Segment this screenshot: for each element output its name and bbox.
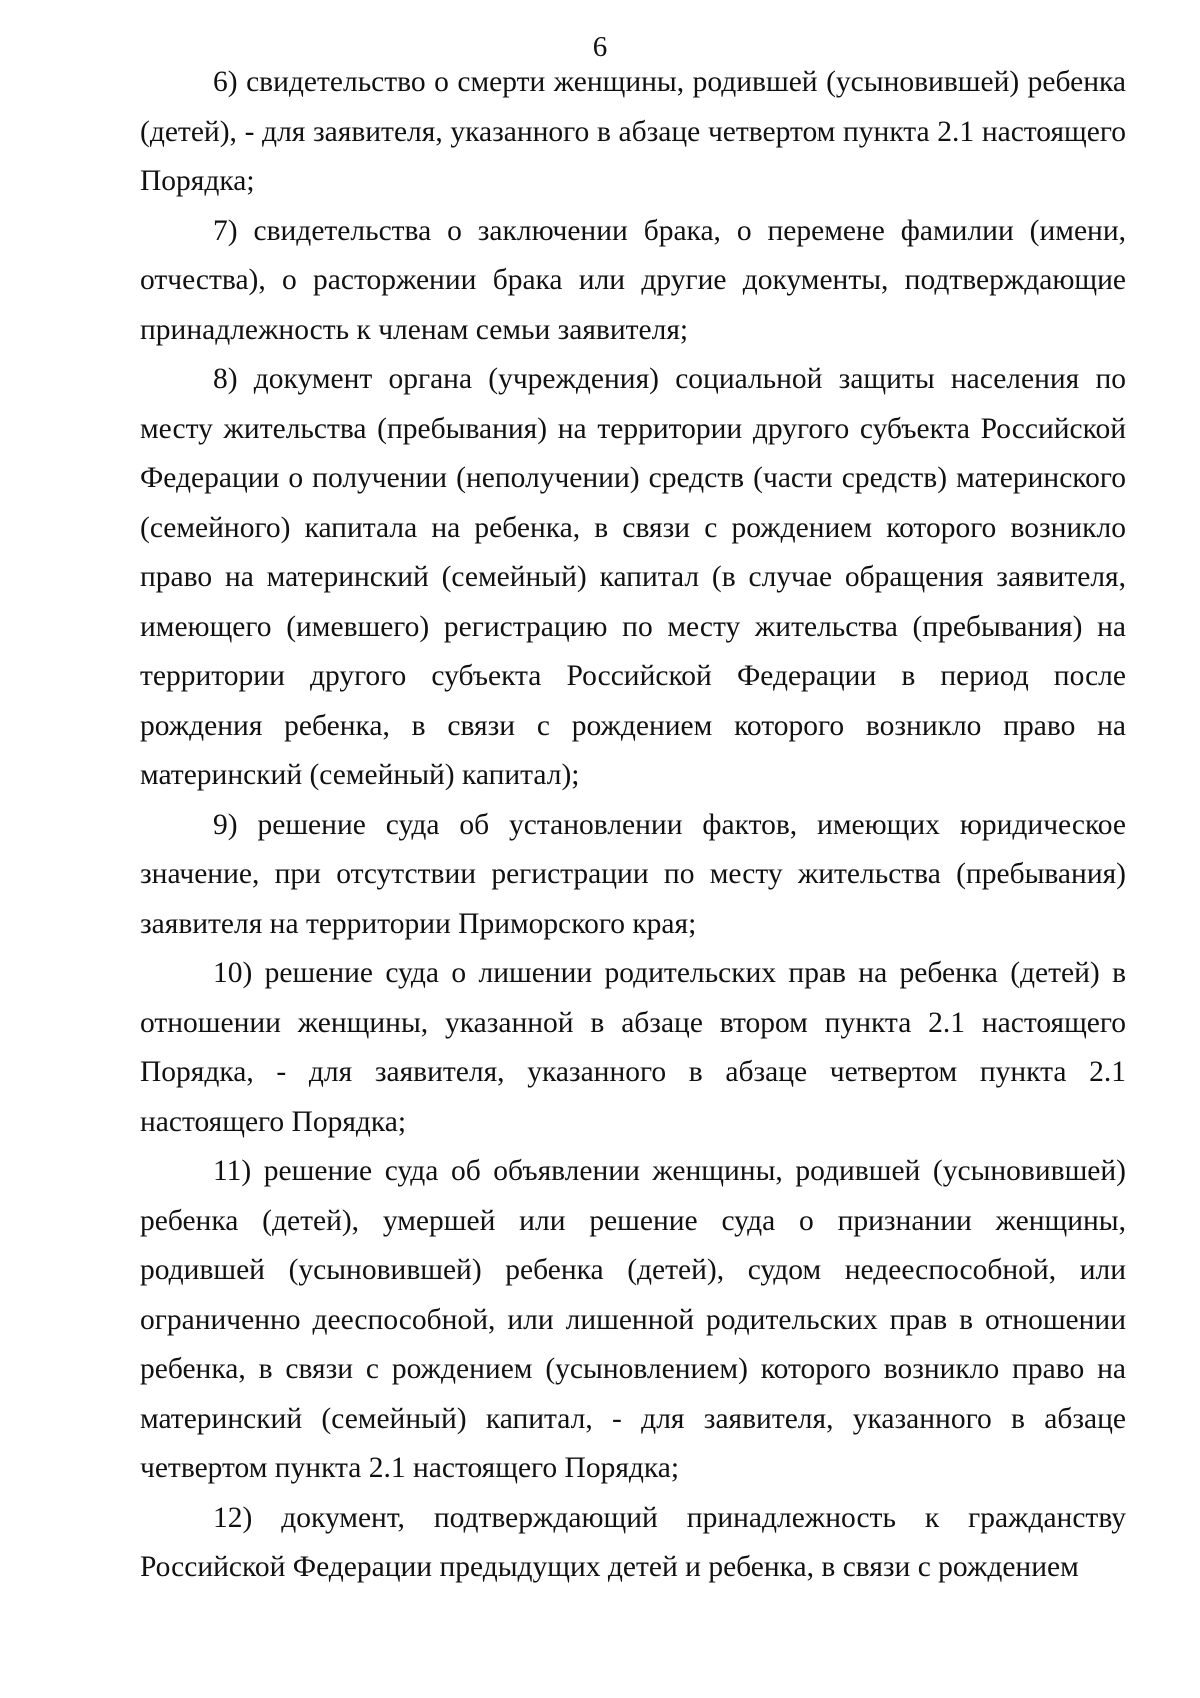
list-item-7: 7) свидетельства о заключении брака, о перемене фамилии (имени, отчества), о расторжении брака или другие документы, подтверждающие принадлежность к членам семьи заявителя; xyxy=(140,214,1126,346)
list-item-10: 10) решение суда о лишении родительских прав на ребенка (детей) в отношении женщины, указанной в абзаце втором пункта 2.1 настоящего Порядка, - для заявителя, указанного в абзаце четвертом пункта 2.1 настоящего Порядка; xyxy=(140,957,1126,1138)
list-item-12: 12) документ, подтверждающий принадлежность к гражданству Российской Федерации предыдущих детей и ребенка, в связи с рождением xyxy=(140,1501,1126,1583)
list-item-6: 6) свидетельство о смерти женщины, родившей (усыновившей) ребенка (детей), - для заявителя, указанного в абзаце четвертом пункта 2.1 настоящего Порядка; xyxy=(140,66,1126,197)
list-item-9: 9) решение суда об установлении фактов, имеющих юридическое значение, при отсутствии регистрации по месту жительства (пребывания) заявителя на территории Приморского края; xyxy=(140,808,1126,940)
list-item-8: 8) документ органа (учреждения) социальной защиты населения по месту жительства (пребывания) на территории другого субъекта Российской Федерации о получении (неполучении) средств (части средств) материнского (семейного) капитала на ребенка, в связи с рождением которого возникло право на материнский (семейный) капитал (в случае обращения заявителя, имеющего (имевшего) регистрацию по месту жительства (пребывания) на территории другого субъекта Российской Федерации в период после рождения ребенка, в связи с рождением которого возникло право на материнский (семейный) капитал); xyxy=(140,363,1126,791)
list-item-11: 11) решение суда об объявлении женщины, родившей (усыновившей) ребенка (детей), умершей или решение суда о признании женщины, родившей (усыновившей) ребенка (детей), судом недееспособной, или ограниченно дееспособной, или лишенной родительских прав в отношении ребенка, в связи с рождением (усыновлением) которого возникло право на материнский (семейный) капитал, - для заявителя, указанного в абзаце четвертом пункта 2.1 настоящего Порядка; xyxy=(140,1155,1126,1484)
page-number: 6 xyxy=(592,31,608,63)
document-body xyxy=(140,58,1126,1593)
